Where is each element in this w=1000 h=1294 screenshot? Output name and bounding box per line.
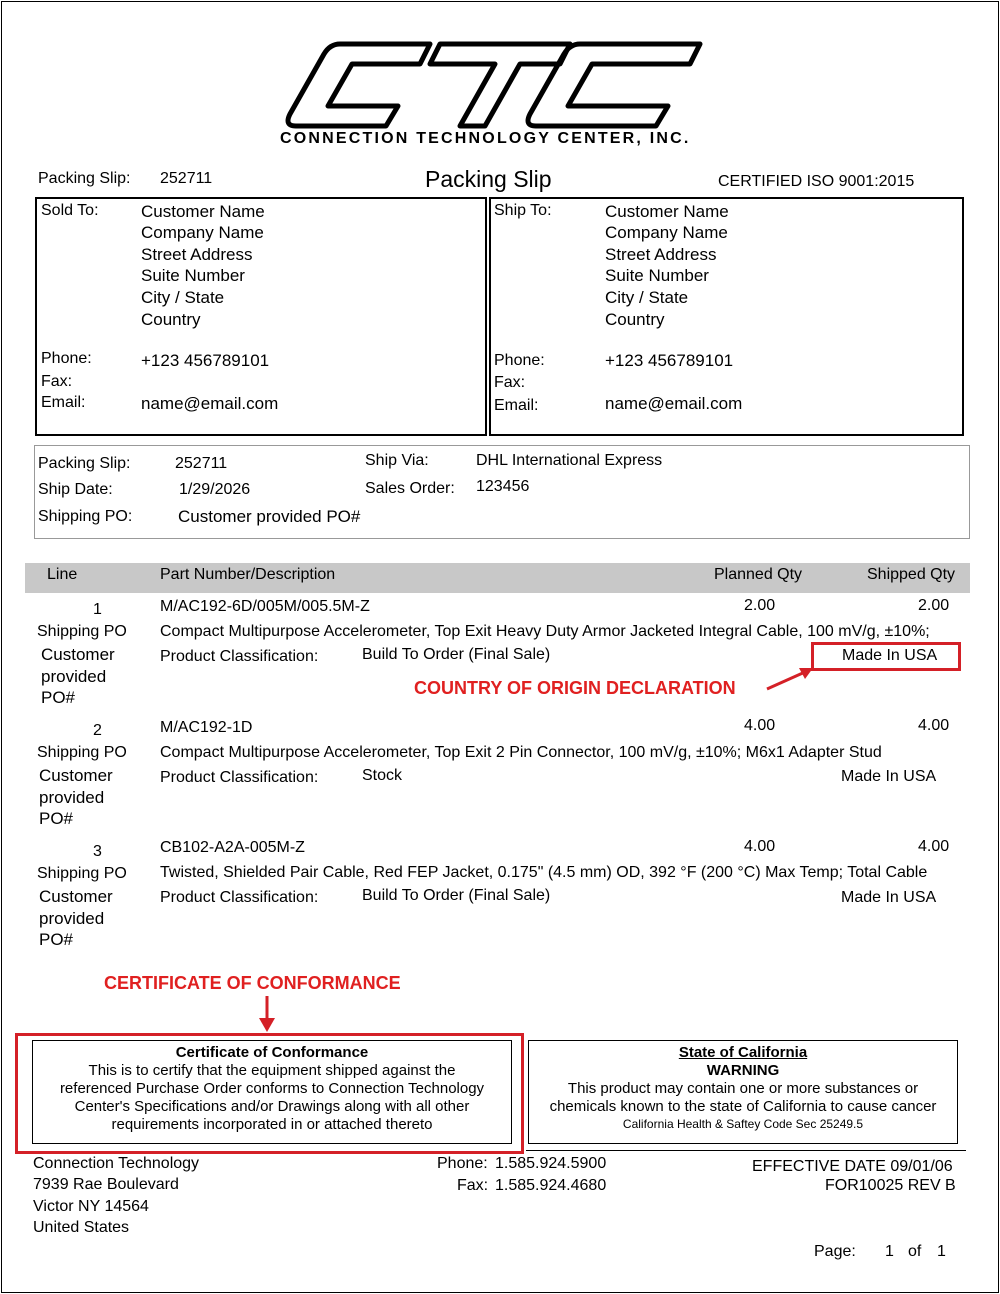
header-shipped: Shipped Qty xyxy=(867,566,956,583)
iso-certification: CERTIFIED ISO 9001:2015 xyxy=(718,173,915,190)
certificate-line: requirements incorporated in or attached thereto xyxy=(111,1116,433,1133)
row-origin: Made In USA xyxy=(842,647,938,664)
row-shipped-qty: 4.00 xyxy=(918,717,950,734)
footer-address-line: Victor NY 14564 xyxy=(33,1198,149,1215)
ship-to-line: Company Name xyxy=(605,223,728,242)
sold-to-fax-label: Fax: xyxy=(41,373,73,390)
header-planned: Planned Qty xyxy=(714,566,803,583)
row-po-label: Shipping PO xyxy=(37,865,127,882)
row-po-value: PO# xyxy=(39,930,74,949)
sold-to-email: name@email.com xyxy=(141,394,279,413)
sales-order-label: Sales Order: xyxy=(365,480,455,497)
ship-via-label: Ship Via: xyxy=(365,452,429,469)
page-total: 1 xyxy=(937,1243,946,1260)
footer-fax-label: Fax: xyxy=(457,1177,489,1194)
conformance-annotation: CERTIFICATE OF CONFORMANCE xyxy=(104,973,401,993)
california-line: This product may contain one or more substances or xyxy=(567,1080,919,1097)
row-po-value: provided xyxy=(39,788,105,807)
sold-to-email-label: Email: xyxy=(41,394,86,411)
row-description: Compact Multipurpose Accelerometer, Top Exit 2 Pin Connector, 100 mV/g, ±10%; M6x1 Adapter Stud xyxy=(160,744,882,761)
ship-to-line: Suite Number xyxy=(605,266,709,285)
row-origin: Made In USA xyxy=(841,768,937,785)
row-line-number: 3 xyxy=(93,843,102,860)
row-description: Compact Multipurpose Accelerometer, Top Exit Heavy Duty Armor Jacketed Integral Cable, 100 mV/g, ±10%; xyxy=(160,623,930,640)
row-po-value: Customer xyxy=(39,766,113,785)
ship-to-phone: +123 456789101 xyxy=(605,351,734,370)
row-po-label: Shipping PO xyxy=(37,744,127,761)
form-number: FOR10025 REV B xyxy=(825,1177,956,1194)
row-shipped-qty: 2.00 xyxy=(918,597,950,614)
sales-order: 123456 xyxy=(476,478,530,495)
header-line: Line xyxy=(47,566,78,583)
page-label: Page: xyxy=(814,1243,856,1260)
shipment-slip-label: Packing Slip: xyxy=(38,455,131,472)
ship-to-email-label: Email: xyxy=(494,397,539,414)
origin-arrow xyxy=(765,664,815,694)
company-name: CONNECTION TECHNOLOGY CENTER, INC. xyxy=(280,130,691,147)
ship-date: 1/29/2026 xyxy=(179,481,251,498)
sold-to-line: Street Address xyxy=(141,245,253,264)
footer-phone: 1.585.924.5900 xyxy=(495,1155,607,1172)
effective-date: EFFECTIVE DATE 09/01/06 xyxy=(752,1158,953,1175)
row-po-value: PO# xyxy=(41,688,76,707)
conformance-arrow xyxy=(257,994,277,1034)
certificate-line: Center's Specifications and/or Drawings along with all other xyxy=(74,1098,470,1115)
ship-date-label: Ship Date: xyxy=(38,481,113,498)
ship-to-fax-label: Fax: xyxy=(494,374,526,391)
certificate-line: referenced Purchase Order conforms to Connection Technology xyxy=(59,1080,485,1097)
row-line-number: 1 xyxy=(93,601,102,618)
row-line-number: 2 xyxy=(93,722,102,739)
row-po-value: provided xyxy=(39,909,105,928)
ship-to-email: name@email.com xyxy=(605,394,743,413)
row-description: Twisted, Shielded Pair Cable, Red FEP Jacket, 0.175" (4.5 mm) OD, 392 °F (200 °C) Max Temp; Total Cable xyxy=(160,864,928,881)
california-title: State of California xyxy=(678,1044,808,1061)
footer-address-line: Connection Technology xyxy=(33,1155,200,1172)
sold-to-line: City / State xyxy=(141,288,225,307)
row-classification: Build To Order (Final Sale) xyxy=(362,887,551,904)
ship-to-line: Street Address xyxy=(605,245,717,264)
page-current: 1 xyxy=(885,1243,894,1260)
footer-address-line: 7939 Rae Boulevard xyxy=(33,1176,179,1193)
certificate-line: This is to certify that the equipment shipped against the xyxy=(88,1062,456,1079)
row-po-value: Customer xyxy=(39,887,113,906)
sold-to-line: Country xyxy=(141,310,201,329)
footer-address-line: United States xyxy=(33,1219,130,1236)
row-origin: Made In USA xyxy=(841,889,937,906)
row-po-label: Shipping PO xyxy=(37,623,127,640)
row-classification: Build To Order (Final Sale) xyxy=(362,646,551,663)
california-warning-label: WARNING xyxy=(706,1062,780,1079)
shipping-po-label: Shipping PO: xyxy=(38,508,133,525)
california-warning xyxy=(529,1044,957,1132)
page-of-label: of xyxy=(908,1243,922,1260)
slip-label: Packing Slip: xyxy=(38,170,131,187)
page-title: Packing Slip xyxy=(425,166,552,192)
certificate xyxy=(33,1044,511,1134)
ctc-logo-graphic xyxy=(280,36,710,131)
row-part-number: M/AC192-6D/005M/005.5M-Z xyxy=(160,598,370,615)
ship-via: DHL International Express xyxy=(476,452,663,469)
ship-to-label: Ship To: xyxy=(494,202,552,219)
row-planned-qty: 4.00 xyxy=(744,838,776,855)
certificate-title: Certificate of Conformance xyxy=(175,1044,369,1061)
shipping-po: Customer provided PO# xyxy=(178,507,361,526)
row-po-value: PO# xyxy=(39,809,74,828)
sold-to-line: Company Name xyxy=(141,223,264,242)
sold-to-line: Suite Number xyxy=(141,266,245,285)
header-part: Part Number/Description xyxy=(160,566,336,583)
sold-to-label: Sold To: xyxy=(41,202,99,219)
footer-fax: 1.585.924.4680 xyxy=(495,1177,607,1194)
sold-to-line: Customer Name xyxy=(141,202,265,221)
row-classification-label: Product Classification: xyxy=(160,648,319,665)
row-planned-qty: 2.00 xyxy=(744,597,776,614)
footer-phone-label: Phone: xyxy=(437,1155,488,1172)
row-classification-label: Product Classification: xyxy=(160,769,319,786)
sold-to-phone-label: Phone: xyxy=(41,350,92,367)
row-po-value: provided xyxy=(41,667,107,686)
row-shipped-qty: 4.00 xyxy=(918,838,950,855)
row-classification-label: Product Classification: xyxy=(160,889,319,906)
row-planned-qty: 4.00 xyxy=(744,717,776,734)
ship-to-line: Customer Name xyxy=(605,202,729,221)
footer-divider xyxy=(526,1150,966,1151)
row-po-value: Customer xyxy=(41,645,115,664)
sold-to-phone: +123 456789101 xyxy=(141,351,270,370)
slip-number: 252711 xyxy=(160,170,213,187)
california-code: California Health & Saftey Code Sec 25249.5 xyxy=(622,1117,864,1131)
origin-highlight-box xyxy=(811,642,961,671)
row-part-number: M/AC192-1D xyxy=(160,719,253,736)
ship-to-phone-label: Phone: xyxy=(494,352,545,369)
ship-to-line: City / State xyxy=(605,288,689,307)
row-part-number: CB102-A2A-005M-Z xyxy=(160,839,305,856)
shipment-slip-number: 252711 xyxy=(175,455,228,472)
ship-to-line: Country xyxy=(605,310,665,329)
row-classification: Stock xyxy=(362,767,403,784)
california-line: chemicals known to the state of California to cause cancer xyxy=(549,1098,937,1115)
origin-annotation: COUNTRY OF ORIGIN DECLARATION xyxy=(414,678,736,698)
